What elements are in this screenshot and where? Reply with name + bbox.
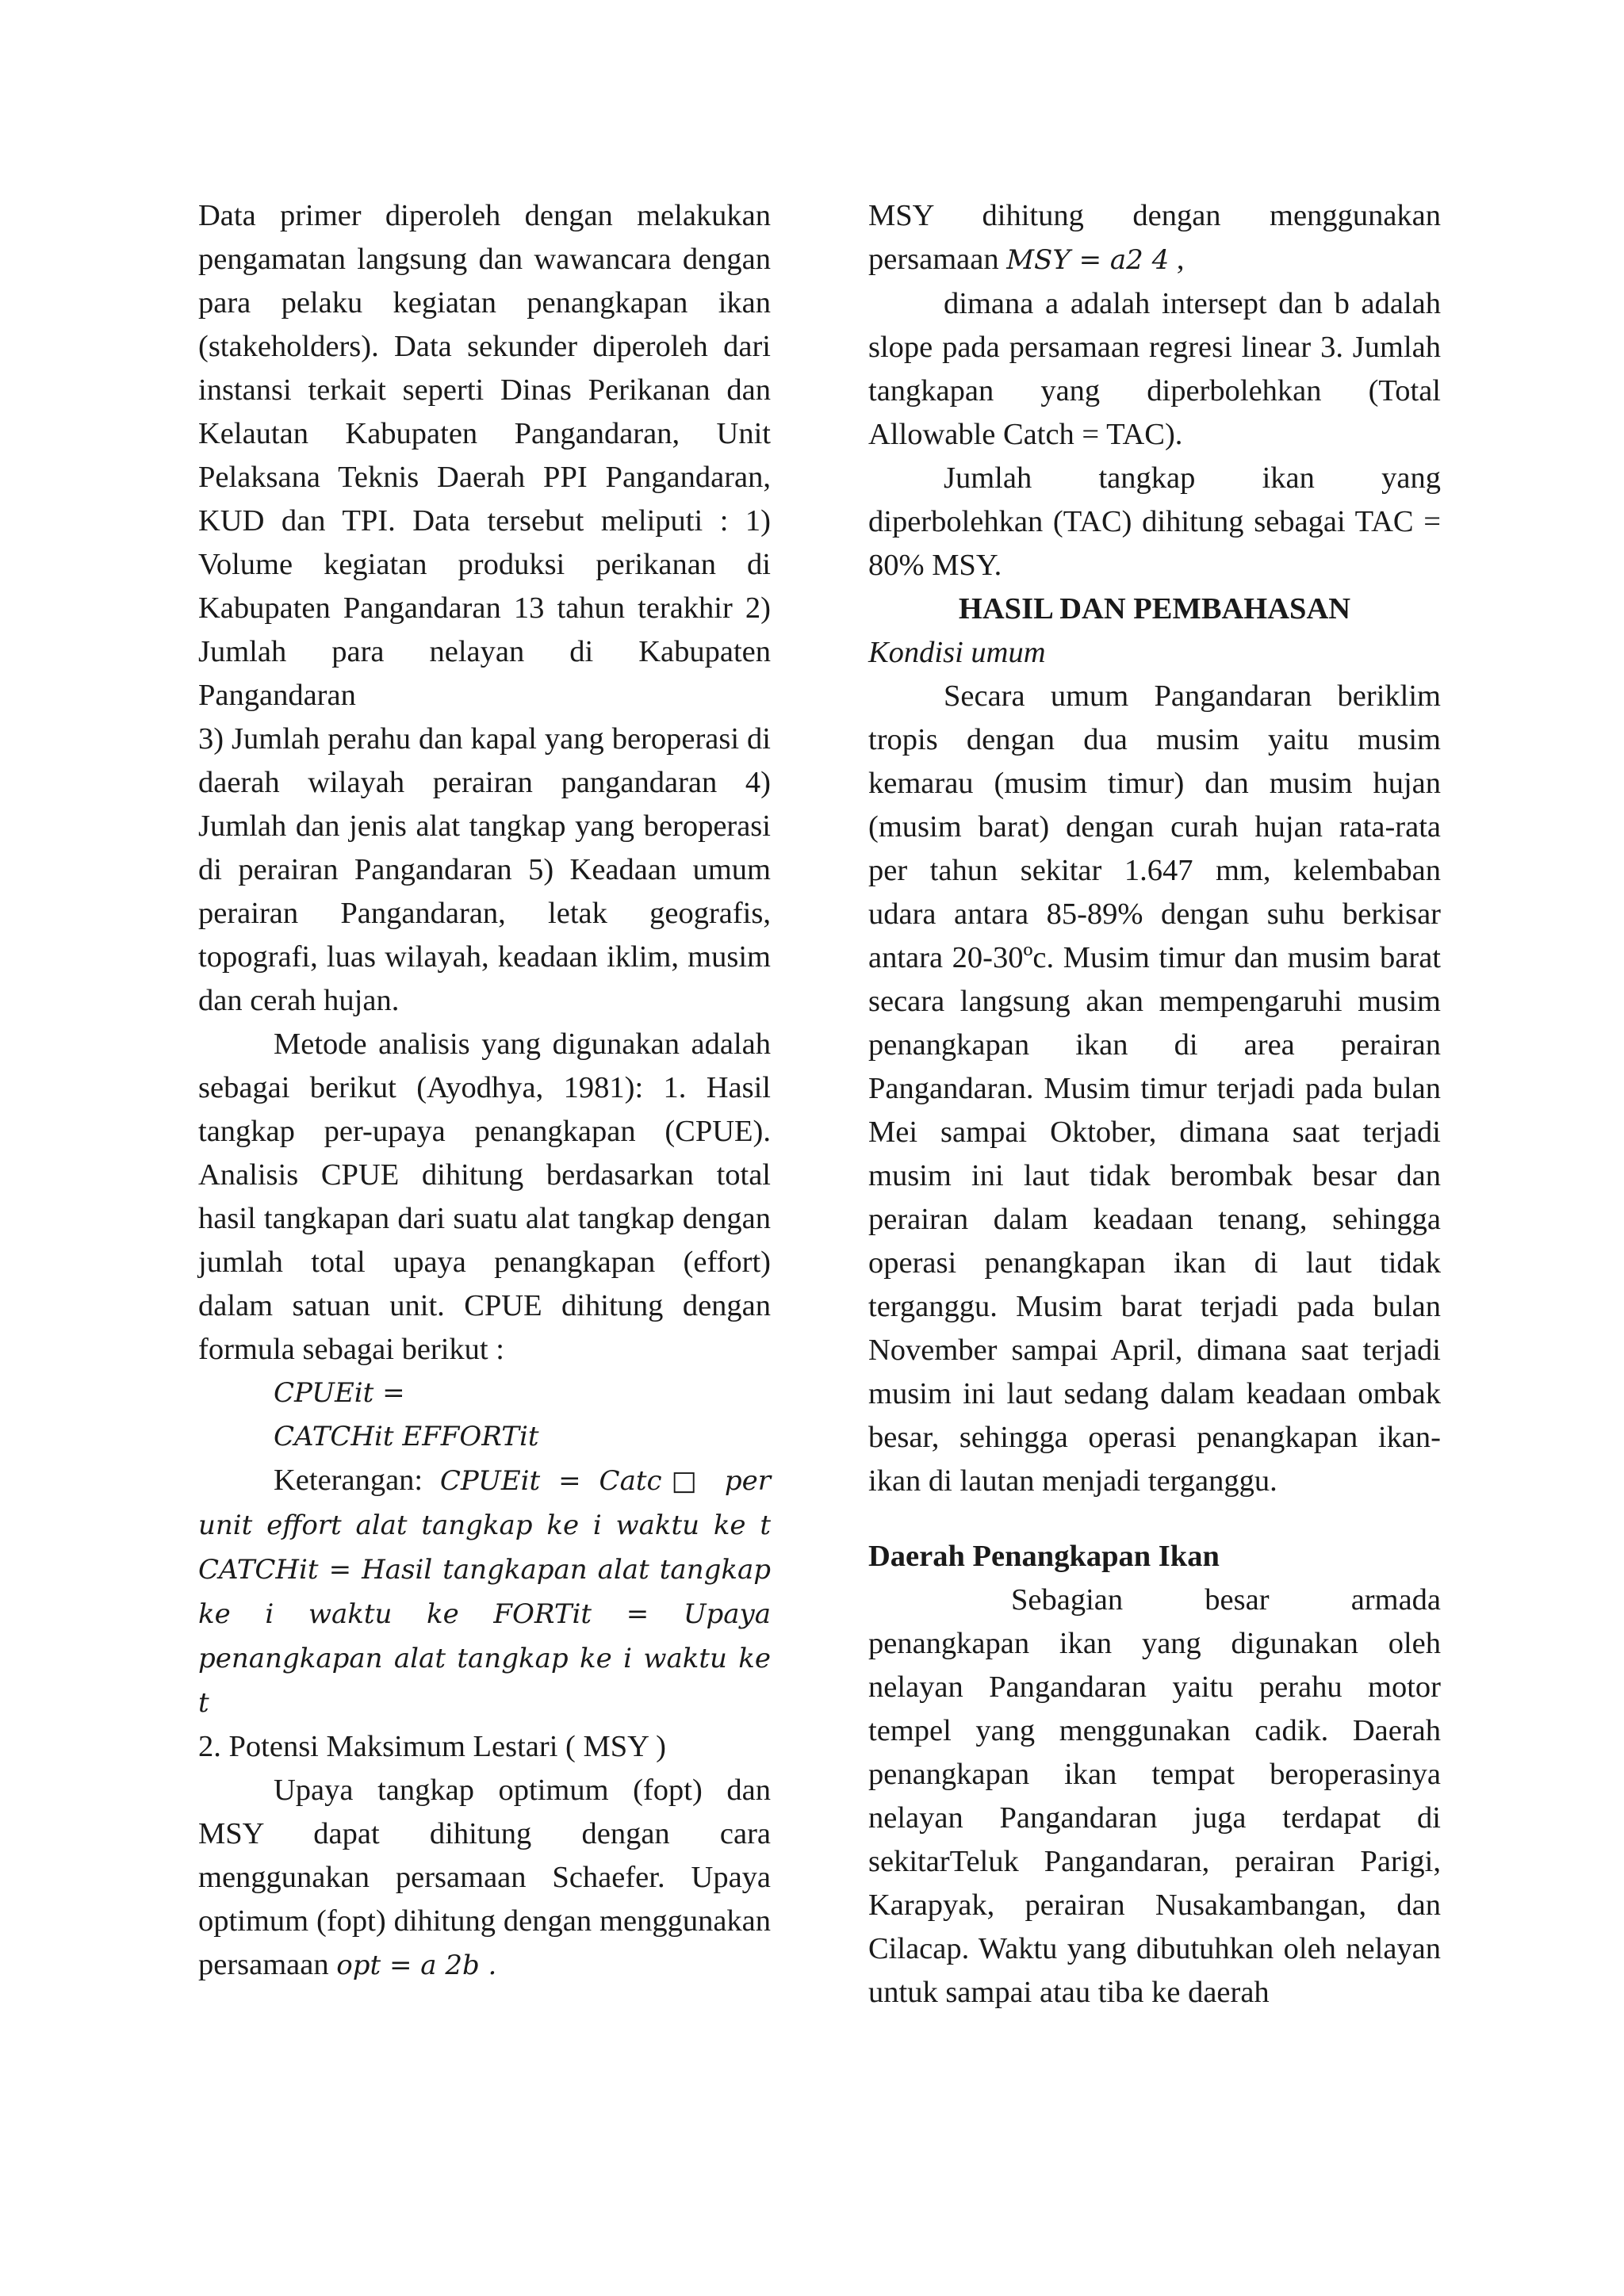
- subheading-fishing-area: Daerah Penangkapan Ikan: [868, 1540, 1220, 1573]
- paragraph-data-sources: Data primer diperoleh dengan melakukan pengamatan langsung dan wawancara dengan para pelaku kegiatan penangkapan ikan (stakeholders). Data sekunder diperoleh dari instansi terkait seperti Dinas Perikanan dan Kelautan Kabupaten Pangandaran, Unit Pelaksana Teknis Daerah PPI Pangandaran, KUD dan TPI. Data tersebut meliputi : 1) Volume kegiatan produksi perikanan di Kabupaten Pangandaran 13 tahun terakhir 2) Jumlah para nelayan di Kabupaten Pangandaran: [198, 199, 771, 712]
- msy-end: ,: [1169, 243, 1185, 276]
- keterangan-label: Keterangan:: [274, 1464, 440, 1497]
- paragraph-gap: [868, 1503, 1441, 1535]
- formula-cpue-line2: CATCHit EFFORTit: [274, 1421, 539, 1452]
- keterangan-definitions: CPUEit = Catc□ per unit effort alat tangkap ke i waktu ke t CATCHit = Hasil tangkapan alat tangkap ke i waktu ke FORTit = Upaya penangkapan alat tangkap ke i waktu ke t: [198, 1465, 772, 1719]
- right-column: [868, 194, 1441, 2015]
- paragraph-analysis-method: Metode analisis yang digunakan adalah sebagai berikut (Ayodhya, 1981): 1. Hasil tangkap per-upaya penangkapan (CPUE). Analisis CPUE dihitung berdasarkan total hasil tangkapan dari suatu alat tangkap dengan jumlah total upaya penangkapan (effort) dalam satuan unit. CPUE dihitung dengan formula sebagai berikut :: [198, 1027, 771, 1366]
- paragraph-fishing-fleet: Sebagian besar armada penangkapan ikan yang digunakan oleh nelayan Pangandaran yaitu perahu motor tempel yang menggunakan cadik. Daerah penangkapan ikan tempat beroperasinya nelayan Pangandaran juga terdapat di sekitarTeluk Pangandaran, perairan Parigi, Karapyak, perairan Nusakambangan, dan Cilacap. Waktu yang dibutuhkan oleh nelayan untuk sampai atau tiba ke daerah: [868, 1583, 1441, 2009]
- paragraph-regression: dimana a adalah intersept dan b adalah slope pada persamaan regresi linear 3. Jumlah tangkapan yang diperbolehkan (Total Allowable Catch = TAC).: [868, 287, 1441, 451]
- formula-cpue-line1: CPUEit =: [274, 1377, 405, 1409]
- subheading-general-condition: Kondisi umum: [868, 636, 1046, 669]
- paragraph-climate: Secara umum Pangandaran beriklim tropis dengan dua musim yaitu musim kemarau (musim timur) dan musim hujan (musim barat) dengan curah hujan rata-rata per tahun sekitar 1.647 mm, kelembaban udara antara 85-89% dengan suhu berkisar antara 20-30ºc. Musim timur dan musim barat secara langsung akan mempengaruhi musim penangkapan ikan di area perairan Pangandaran. Musim timur terjadi pada bulan Mei sampai Oktober, dimana saat terjadi musim ini laut tidak berombak besar dan perairan dalam keadaan tenang, sehingga operasi penangkapan ikan di laut tidak terganggu. Musim barat terjadi pada bulan November sampai April, dimana saat terjadi musim ini laut sedang dalam keadaan ombak besar, sehingga operasi penangkapan ikan-ikan di lautan menjadi terganggu.: [868, 679, 1441, 1498]
- paragraph-msy-title: 2. Potensi Maksimum Lestari ( MSY ): [198, 1730, 666, 1763]
- left-column: [198, 194, 771, 1988]
- formula-msy: MSY = a2 4: [1006, 244, 1170, 276]
- paragraph-msy-formula: [868, 194, 1441, 282]
- msy-text: MSY dihitung dengan menggunakan persamaan: [868, 199, 1441, 276]
- paragraph-tac: Jumlah tangkap ikan yang diperbolehkan (TAC) dihitung sebagai TAC = 80% MSY.: [868, 461, 1441, 582]
- paragraph-keterangan: [198, 1459, 771, 1725]
- paragraph-schaefer: [198, 1769, 771, 1988]
- formula-fopt: opt = a 2b .: [336, 1950, 497, 1981]
- paragraph-data-list: 3) Jumlah perahu dan kapal yang beroperasi di daerah wilayah perairan pangandaran 4) Jumlah dan jenis alat tangkap yang beroperasi di perairan Pangandaran 5) Keadaan umum perairan Pangandaran, letak geografis, topografi, luas wilayah, keadaan iklim, musim dan cerah hujan.: [198, 722, 771, 1017]
- section-heading-results: HASIL DAN PEMBAHASAN: [958, 592, 1351, 626]
- schaefer-text: Upaya tangkap optimum (fopt) dan MSY dapat dihitung dengan cara menggunakan persamaan Schaefer. Upaya optimum (fopt) dihitung dengan menggunakan persamaan: [198, 1774, 771, 1981]
